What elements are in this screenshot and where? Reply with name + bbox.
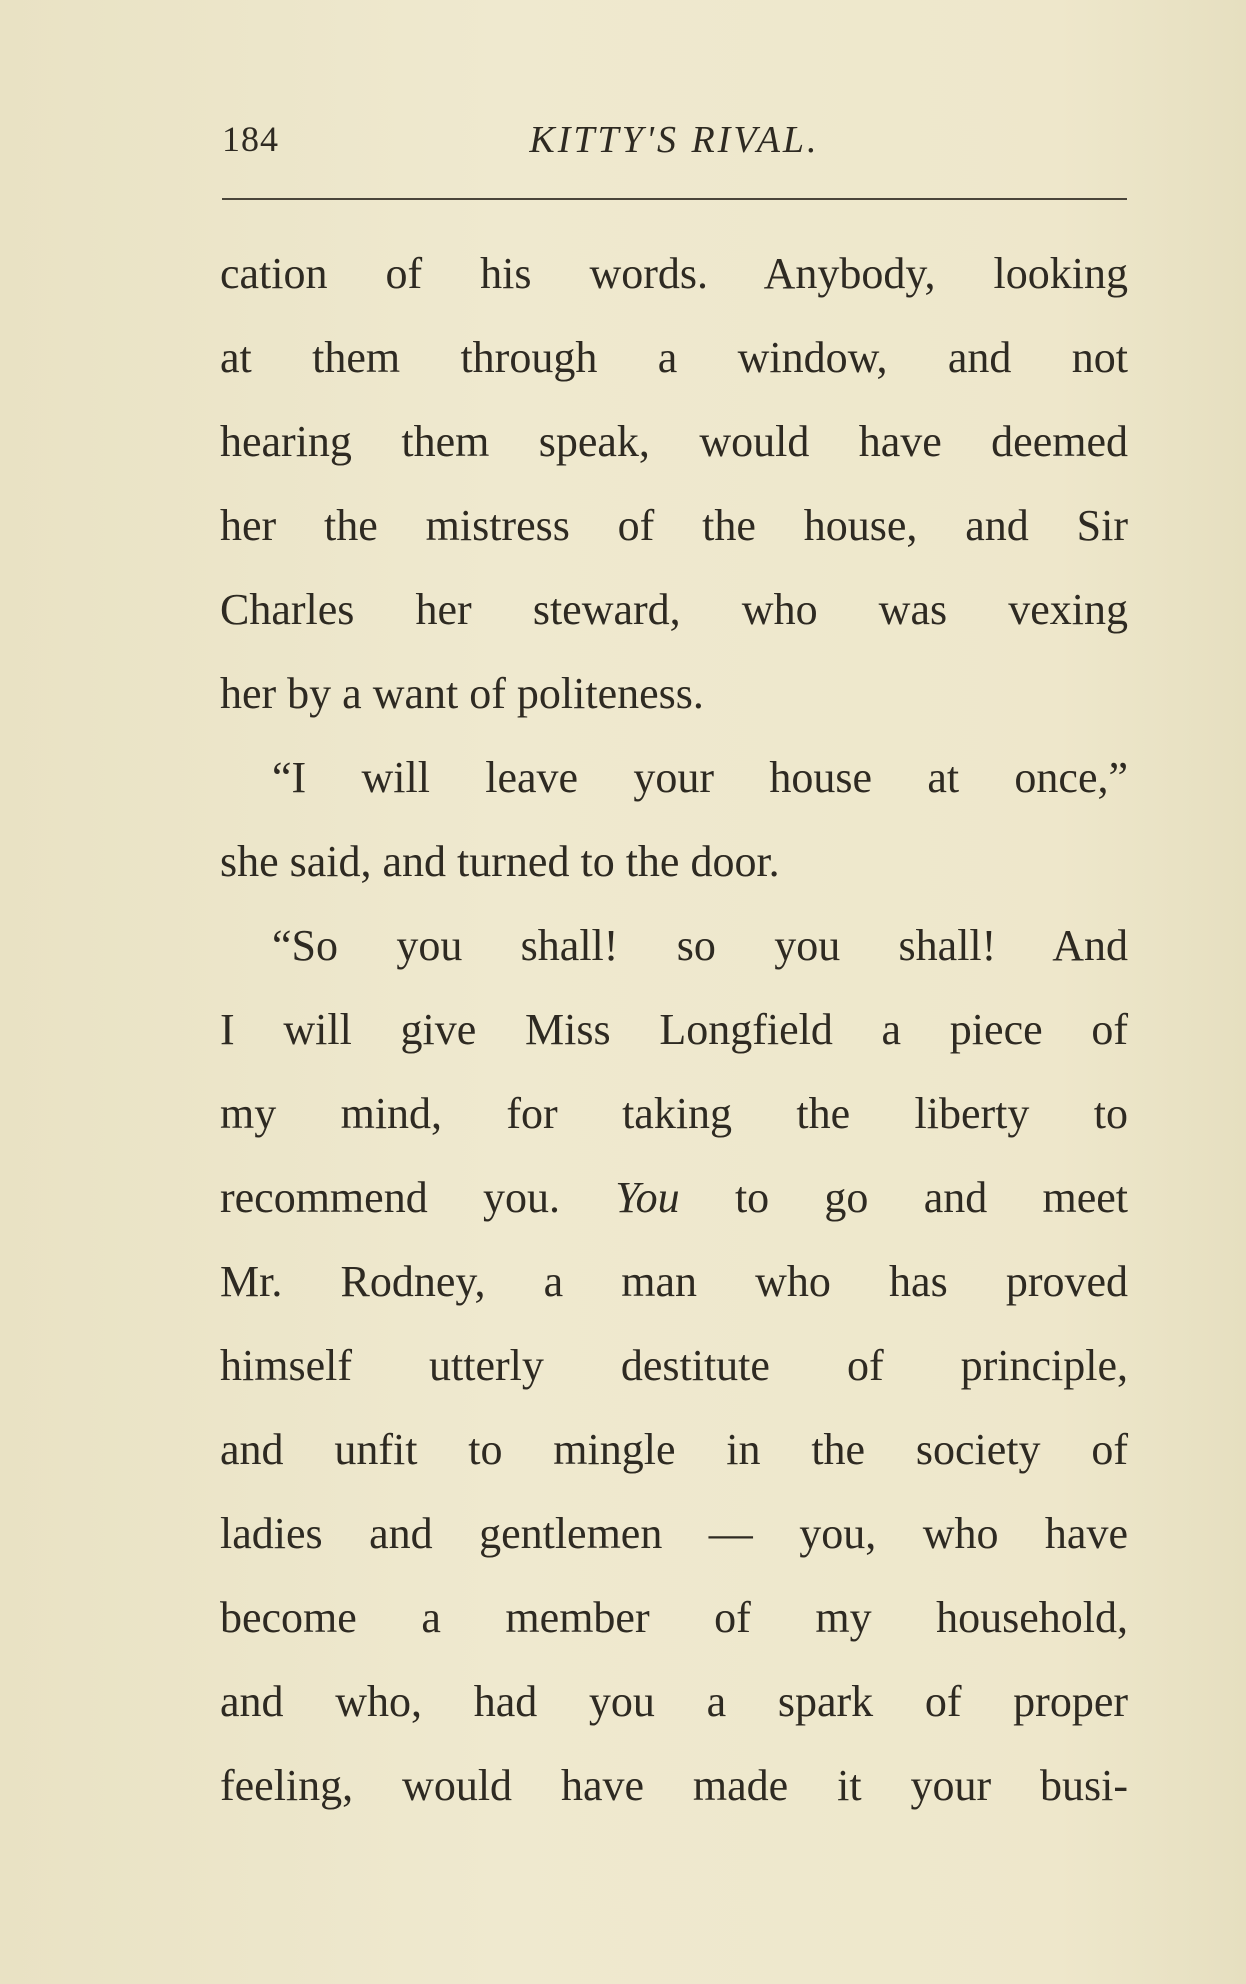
text-line: my mind, for taking the liberty to [220, 1089, 1128, 1138]
text-line [220, 1156, 1128, 1240]
text-line: feeling, would have made it your busi- [220, 1761, 1128, 1810]
text-line: Charles her steward, who was vexing [220, 585, 1128, 634]
text-line: and who, had you a spark of proper [220, 1677, 1128, 1726]
text-line: at them through a window, and not [220, 333, 1128, 382]
header-rule [222, 198, 1127, 200]
text-line: I will give Miss Longfield a piece of [220, 1005, 1128, 1054]
text-line: cation of his words. Anybody, looking [220, 249, 1128, 298]
running-title: KITTY'S RIVAL. [529, 119, 820, 161]
body-text [220, 232, 1128, 1828]
text-line: Mr. Rodney, a man who has proved [220, 1257, 1128, 1306]
text-line: “I will leave your house at once,” [272, 753, 1128, 802]
text-line: and unfit to mingle in the society of [220, 1425, 1128, 1474]
text-line: hearing them speak, would have deemed [220, 417, 1128, 466]
page-header [222, 118, 1127, 168]
page-number: 184 [222, 119, 279, 159]
text-line: ladies and gentlemen — you, who have [220, 1509, 1128, 1558]
text-line: himself utterly destitute of principle, [220, 1341, 1128, 1390]
line-rest: to go and meet [734, 1173, 1128, 1222]
text-line: she said, and turned to the door. [220, 837, 780, 886]
line-start: recommend you. [220, 1173, 560, 1222]
text-line: “So you shall! so you shall! And [272, 921, 1128, 970]
text-line: her the mistress of the house, and Sir [220, 501, 1128, 550]
text-line: her by a want of politeness. [220, 669, 704, 718]
emphasized-word: You [615, 1173, 680, 1222]
text-line: become a member of my household, [220, 1593, 1128, 1642]
